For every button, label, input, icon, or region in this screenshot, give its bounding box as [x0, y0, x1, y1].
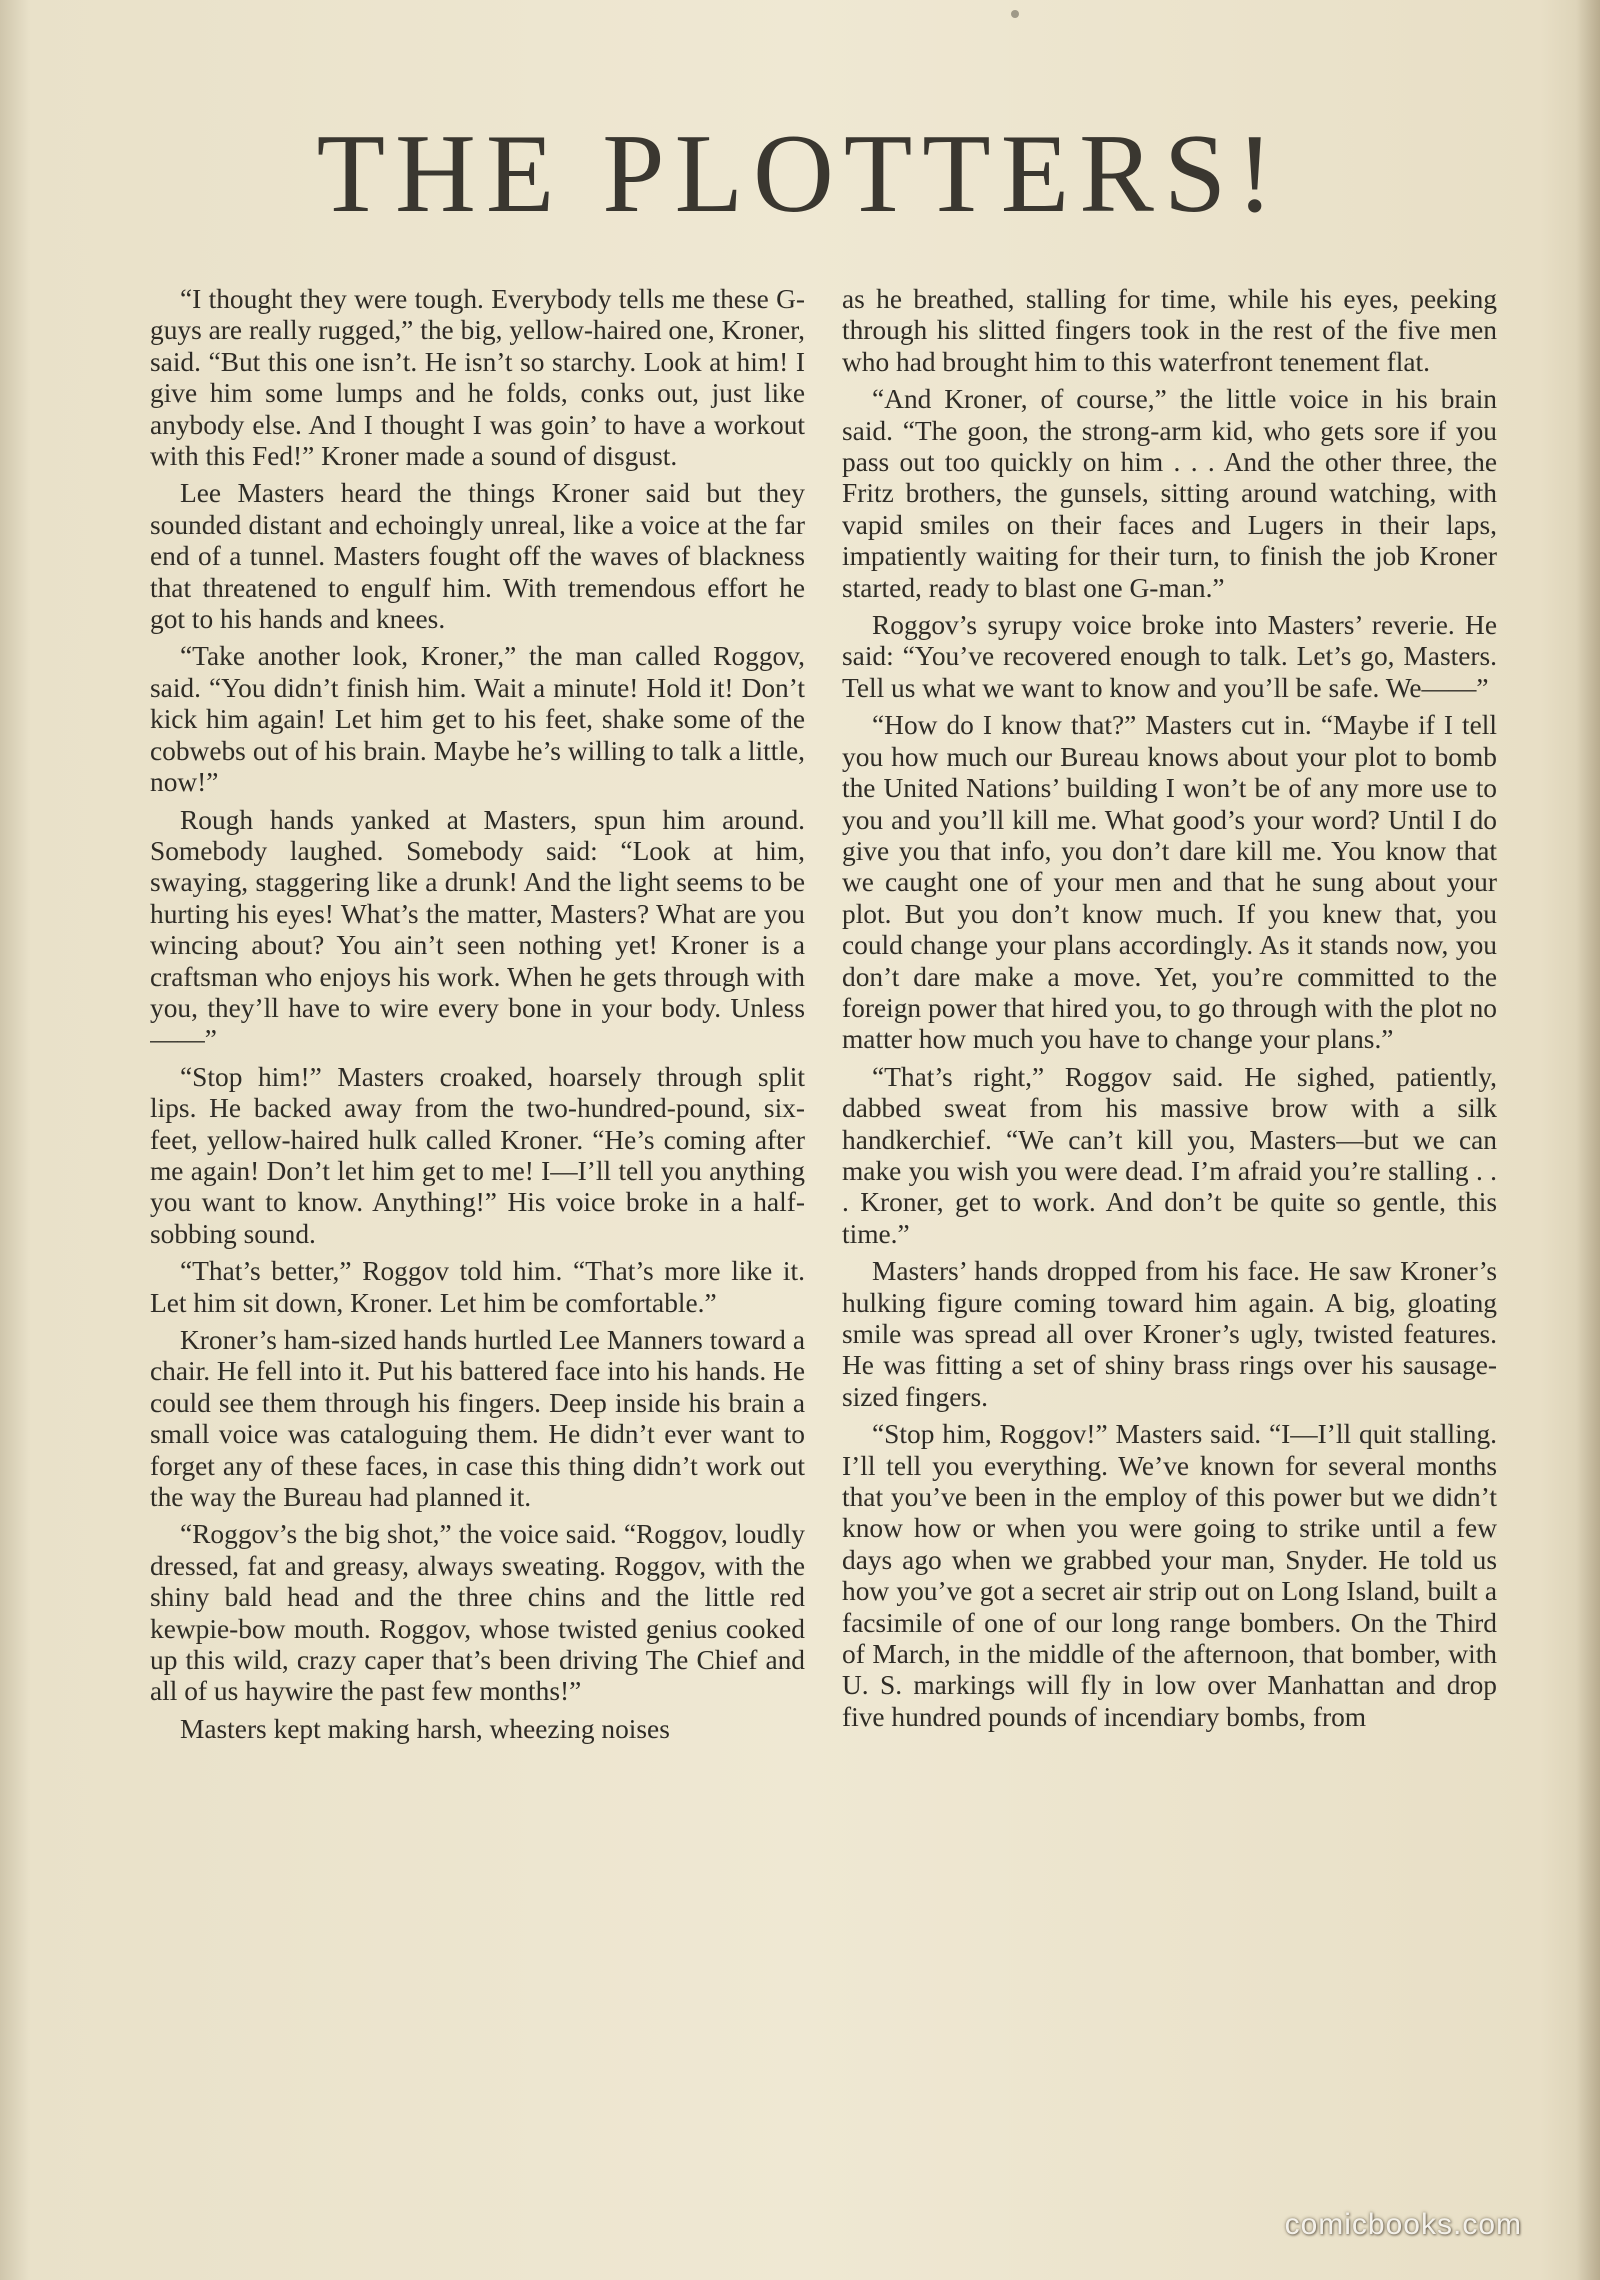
left-paragraph-3: “Take another look, Kroner,” the man called Roggov, said. “You didn’t finish him. Wait a minute! Hold it! Don’t kick him again! Let him get to his feet, shake some of the cobwebs out of his brain. Maybe he’s willing to talk a little, now!”	[150, 641, 805, 798]
left-paragraph-5: “Stop him!” Masters croaked, hoarsely through split lips. He backed away from the two-hundred-pound, six-feet, yellow-haired hulk called Kroner. “He’s coming after me again! Don’t let him get to me! I—I’ll tell you anything you want to know. Anything!” His voice broke in a half-sobbing sound.	[150, 1061, 805, 1249]
right-paragraph-4: “How do I know that?” Masters cut in. “Maybe if I tell you how much our Bureau knows about your plot to bomb the United Nations’ building I won’t be of any more use to you and you’ll kill me. What good’s your word? Until I do give you that info, you don’t dare kill me. You know that we caught one of your men and that he sung about your plot. But you don’t know much. If you knew that, you could change your plans accordingly. As it stands now, you don’t dare make a move. Yet, you’re committed to the foreign power that hired you, to go through with the plot no matter how much you have to change your plans.”	[842, 710, 1497, 1055]
page-edge-shadow	[1576, 0, 1600, 2280]
right-paragraph-1: as he breathed, stalling for time, while his eyes, peeking through his slitted fingers took in the rest of the five men who had brought him to this waterfront tenement flat.	[842, 284, 1497, 377]
right-paragraph-3: Roggov’s syrupy voice broke into Masters’ reverie. He said: “You’ve recovered enough to talk. Let’s go, Masters. Tell us what we want to know and you’ll be safe. We——”	[842, 610, 1497, 703]
right-paragraph-2: “And Kroner, of course,” the little voice in his brain said. “The goon, the strong-arm kid, who gets sore if you pass out too quickly on him . . . And the other three, the Fritz brothers, the gunsels, sitting around watching, with vapid smiles on their faces and Lugers in their laps, impatiently waiting for their turn, to finish the job Kroner started, ready to blast one G-man.”	[842, 384, 1497, 603]
right-column	[842, 284, 1497, 2204]
story-title: THE PLOTTERS!	[316, 112, 1284, 236]
left-paragraph-1: “I thought they were tough. Everybody tells me these G-guys are really rugged,” the big, yellow-haired one, Kroner, said. “But this one isn’t. He isn’t so starchy. Look at him! I give him some lumps and he folds, conks out, just like anybody else. And I thought I was goin’ to have a workout with this Fed!” Kroner made a sound of disgust.	[150, 284, 805, 472]
left-paragraph-6: “That’s better,” Roggov told him. “That’s more like it. Let him sit down, Kroner. Let him be comfortable.”	[150, 1256, 805, 1318]
left-paragraph-9: Masters kept making harsh, wheezing noises	[180, 1713, 670, 1744]
right-paragraph-7: “Stop him, Roggov!” Masters said. “I—I’ll quit stalling. I’ll tell you everything. We’ve known for several months that you’ve been in the employ of this power but we didn’t know how or when you were going to strike until a few days ago when we grabbed your man, Snyder. He told us how you’ve got a secret air strip out on Long Island, built a facsimile of one of our long range bombers. On the Third of March, in the middle of the afternoon, that bomber, with U. S. markings will fly in low over Manhattan and drop five hundred pounds of incendiary bombs, from	[842, 1419, 1497, 1732]
left-column	[150, 284, 805, 2204]
site-watermark: comicbooks.com	[1284, 2208, 1522, 2241]
left-paragraph-4: Rough hands yanked at Masters, spun him around. Somebody laughed. Somebody said: “Look at him, swaying, staggering like a drunk! And the light seems to be hurting his eyes! What’s the matter, Masters? What are you wincing about? You ain’t seen nothing yet! Kroner is a craftsman who enjoys his work. When he gets through with you, they’ll have to wire every bone in your body. Unless——”	[150, 804, 805, 1055]
left-paragraph-2: Lee Masters heard the things Kroner said but they sounded distant and echoingly unreal, like a voice at the far end of a tunnel. Masters fought off the waves of blackness that threatened to engulf him. With tremendous effort he got to his hands and knees.	[150, 478, 805, 635]
page-blemish	[1011, 10, 1019, 18]
left-paragraph-8: “Roggov’s the big shot,” the voice said. “Roggov, loudly dressed, fat and greasy, always sweating. Roggov, with the shiny bald head and the three chins and the little red kewpie-bow mouth. Roggov, whose twisted genius cooked up this wild, crazy caper that’s been driving The Chief and all of us haywire the past few months!”	[150, 1519, 805, 1707]
left-paragraph-7: Kroner’s ham-sized hands hurtled Lee Manners toward a chair. He fell into it. Put his battered face into his hands. He could see them through his fingers. Deep inside his brain a small voice was cataloguing them. He didn’t ever want to forget any of these faces, in case this thing didn’t work out the way the Bureau had planned it.	[150, 1325, 805, 1513]
right-paragraph-6: Masters’ hands dropped from his face. He saw Kroner’s hulking figure coming toward him again. A big, gloating smile was spread all over Kroner’s ugly, twisted features. He was fitting a set of shiny brass rings over his sausage-sized fingers.	[842, 1256, 1497, 1412]
right-paragraph-5: “That’s right,” Roggov said. He sighed, patiently, dabbed sweat from his massive brow with a silk handkerchief. “We can’t kill you, Masters—but we can make you wish you were dead. I’m afraid you’re stalling . . . Kroner, get to work. And don’t be quite so gentle, this time.”	[842, 1061, 1497, 1249]
